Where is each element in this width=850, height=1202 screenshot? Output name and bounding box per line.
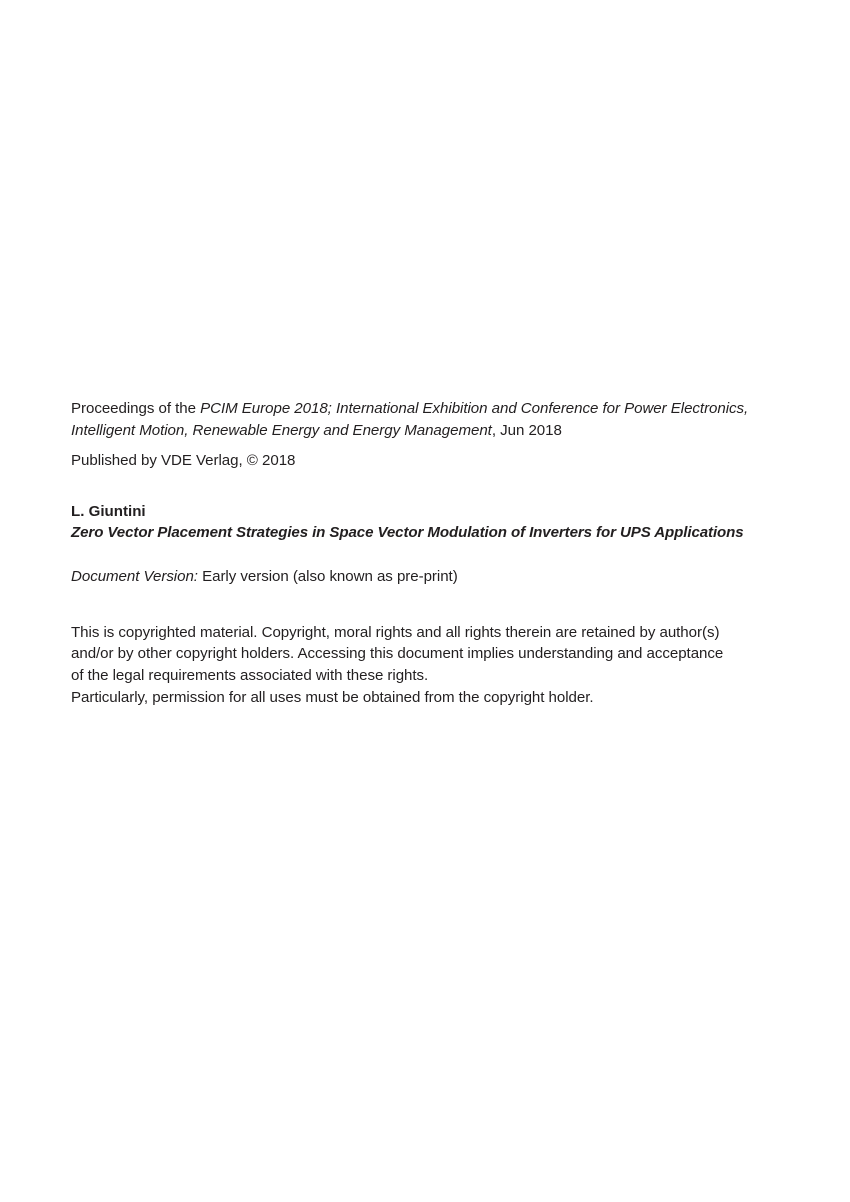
citation-conference-title: PCIM Europe 2018; International Exhibition and Conference for Power Electronics, Intelligent Motion, Renewable Energy and Energy Management xyxy=(71,400,749,439)
publisher-line: Published by VDE Verlag, © 2018 xyxy=(71,452,296,470)
document-title: Zero Vector Placement Strategies in Space Vector Modulation of Inverters for UPS Applications xyxy=(71,524,744,542)
citation-date-suffix: , Jun 2018 xyxy=(491,421,562,439)
document-version-value: Early version (also known as pre-print) xyxy=(197,567,458,585)
cover-text-block xyxy=(71,398,783,709)
rights-notice-line: Particularly, permission for all uses must be obtained from the copyright holder. xyxy=(71,689,594,707)
rights-notice-line: and/or by other copyright holders. Accessing this document implies understanding and acceptance xyxy=(71,645,724,663)
document-version-line xyxy=(71,566,783,588)
rights-notice-line: This is copyrighted material. Copyright, moral rights and all rights therein are retained by author(s) xyxy=(71,623,720,641)
rights-notice-paragraph xyxy=(71,622,771,709)
rights-notice-line: of the legal requirements associated with these rights. xyxy=(71,667,429,685)
author-name: L. Giuntini xyxy=(71,502,146,520)
citation-prefix: Proceedings of the xyxy=(71,400,201,417)
citation-paragraph xyxy=(71,398,780,442)
document-version-label: Document Version: xyxy=(71,567,198,585)
author-title-group xyxy=(71,501,783,544)
